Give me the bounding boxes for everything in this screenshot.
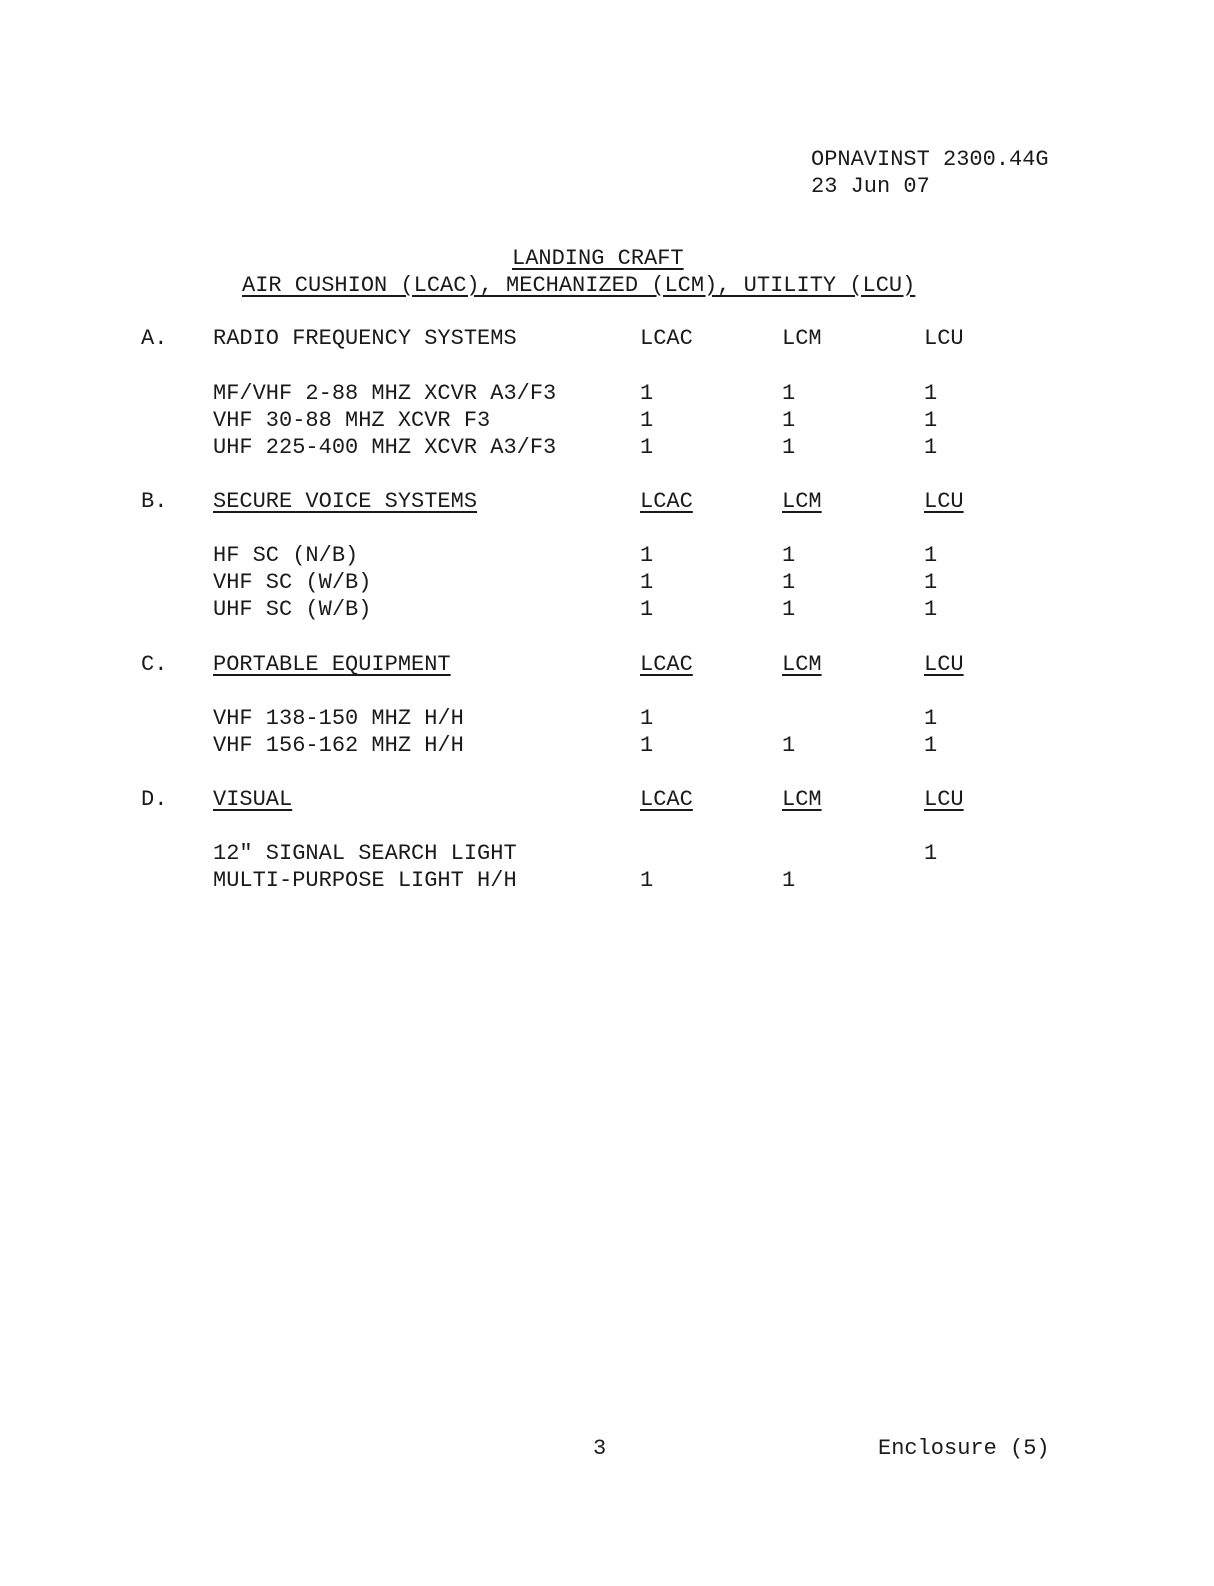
column-header-lcu: LCU [924,326,964,351]
lcac-count: 1 [640,706,654,731]
lcac-count: 1 [640,570,654,595]
lcm-count: 1 [782,435,796,460]
column-header-lcac: LCAC [640,489,693,514]
page-subtitle: AIR CUSHION (LCAC), MECHANIZED (LCM), UTILITY (LCU) [242,273,916,298]
page-number: 3 [593,1436,607,1461]
page-title: LANDING CRAFT [512,246,684,271]
lcac-count: 1 [640,868,654,893]
item-name: VHF 138-150 MHZ H/H [213,706,464,731]
lcu-count: 1 [924,570,938,595]
section-letter: A. [141,326,168,351]
item-name: VHF SC (W/B) [213,570,372,595]
column-header-lcm: LCM [782,326,822,351]
lcm-count: 1 [782,868,796,893]
lcu-count: 1 [924,706,938,731]
section-letter: B. [141,489,168,514]
section-heading: VISUAL [213,787,293,812]
lcu-count: 1 [924,408,938,433]
item-name: UHF 225-400 MHZ XCVR A3/F3 [213,435,557,460]
lcac-count: 1 [640,543,654,568]
lcm-count: 1 [782,408,796,433]
lcu-count: 1 [924,841,938,866]
column-header-lcac: LCAC [640,652,693,677]
column-header-lcu: LCU [924,652,964,677]
section-letter: D. [141,787,168,812]
column-header-lcu: LCU [924,787,964,812]
lcm-count: 1 [782,381,796,406]
item-name: MULTI-PURPOSE LIGHT H/H [213,868,517,893]
lcac-count: 1 [640,435,654,460]
column-header-lcac: LCAC [640,787,693,812]
item-name: 12″ SIGNAL SEARCH LIGHT [213,841,517,866]
lcac-count: 1 [640,597,654,622]
lcac-count: 1 [640,408,654,433]
section-heading: PORTABLE EQUIPMENT [213,652,451,677]
column-header-lcm: LCM [782,489,822,514]
section-heading: SECURE VOICE SYSTEMS [213,489,478,514]
lcac-count: 1 [640,733,654,758]
lcm-count: 1 [782,733,796,758]
item-name: VHF 30-88 MHZ XCVR F3 [213,408,491,433]
column-header-lcu: LCU [924,489,964,514]
item-name: MF/VHF 2-88 MHZ XCVR A3/F3 [213,381,557,406]
column-header-lcm: LCM [782,787,822,812]
item-name: HF SC (N/B) [213,543,359,568]
lcu-count: 1 [924,381,938,406]
lcac-count: 1 [640,381,654,406]
lcu-count: 1 [924,733,938,758]
column-header-lcac: LCAC [640,326,693,351]
lcm-count: 1 [782,570,796,595]
lcu-count: 1 [924,543,938,568]
item-name: UHF SC (W/B) [213,597,372,622]
section-heading: RADIO FREQUENCY SYSTEMS [213,326,517,351]
column-header-lcm: LCM [782,652,822,677]
item-name: VHF 156-162 MHZ H/H [213,733,464,758]
section-letter: C. [141,652,168,677]
lcm-count: 1 [782,543,796,568]
lcu-count: 1 [924,435,938,460]
instruction-date: 23 Jun 07 [811,174,930,199]
lcu-count: 1 [924,597,938,622]
instruction-number: OPNAVINST 2300.44G [811,147,1049,172]
lcm-count: 1 [782,597,796,622]
enclosure-label: Enclosure (5) [878,1436,1050,1461]
